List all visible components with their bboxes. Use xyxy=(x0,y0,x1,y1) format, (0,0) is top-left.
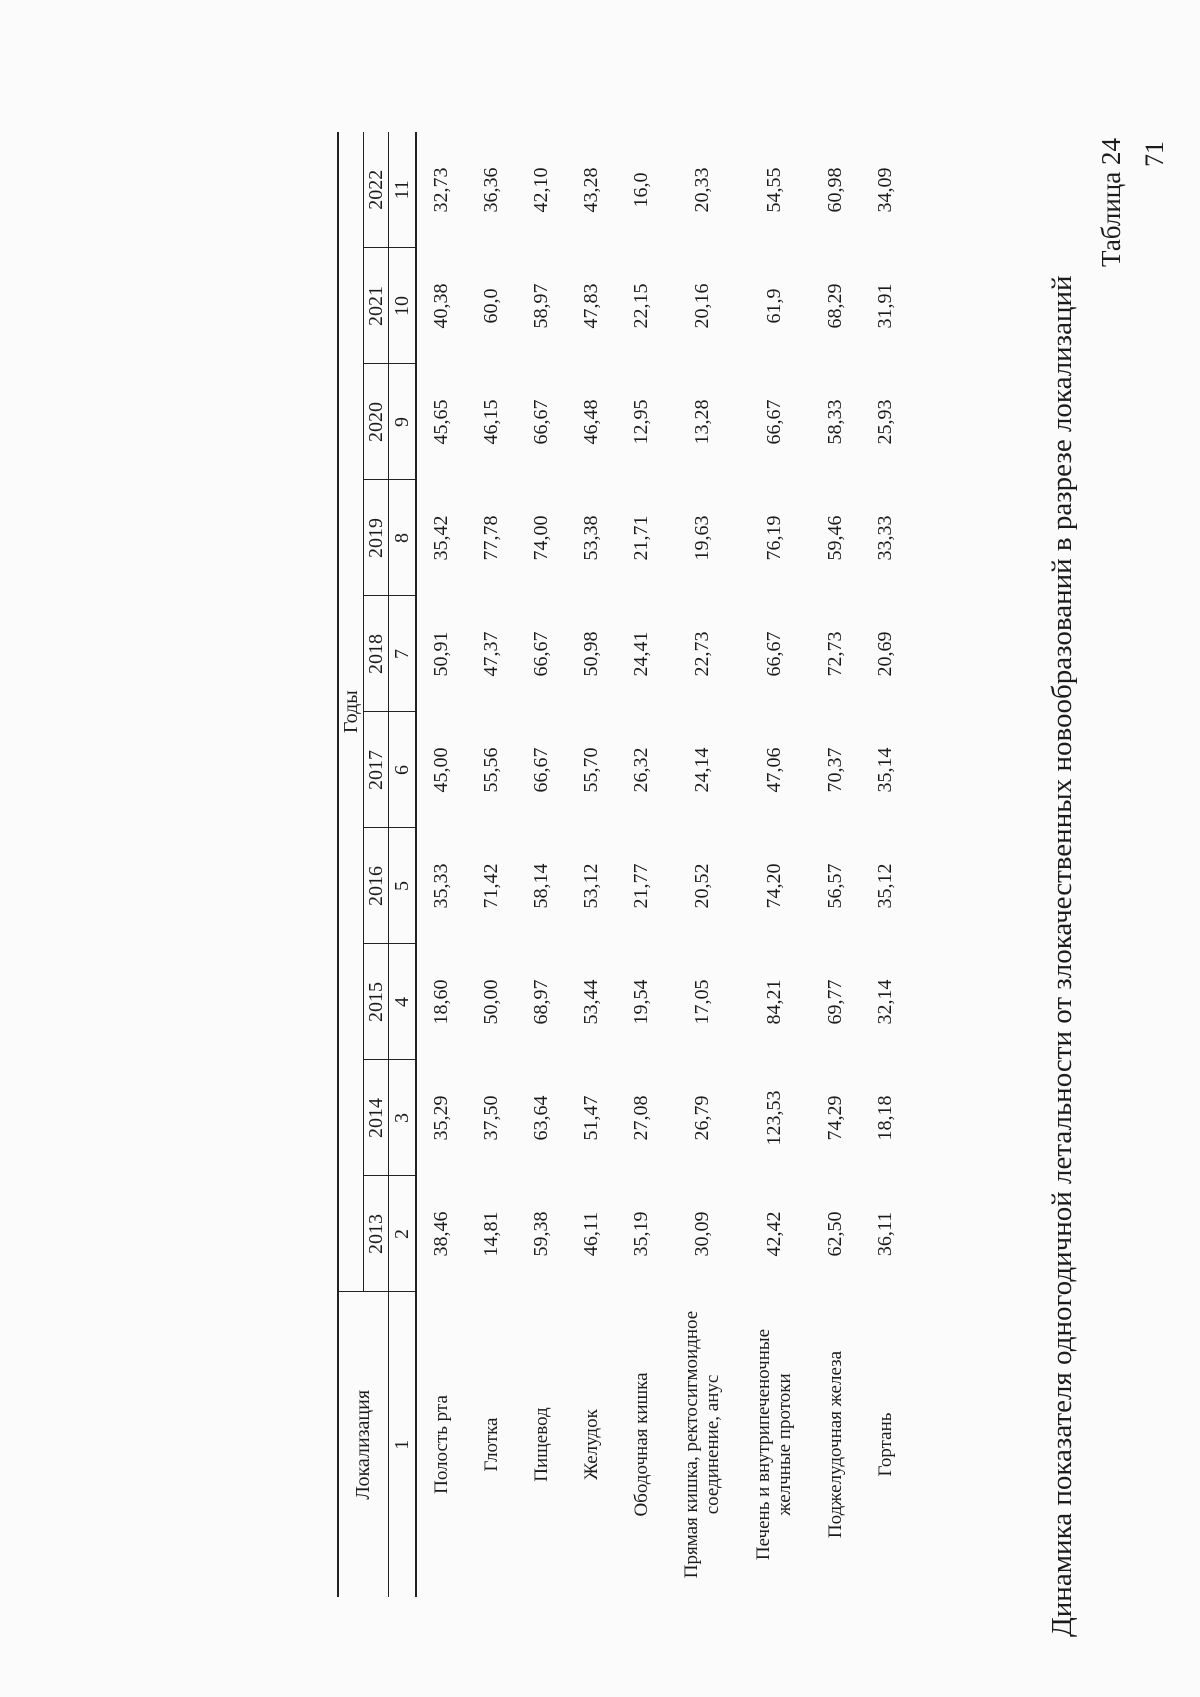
value-cell: 32,73 xyxy=(430,167,452,213)
value-cell: 21,71 xyxy=(629,515,652,561)
year-header: 2013 xyxy=(364,1176,389,1292)
table-label: Таблица 24 xyxy=(1096,138,1126,267)
value-cell: 18,60 xyxy=(430,979,452,1025)
value-cell: 31,91 xyxy=(873,283,896,329)
value-cell: 37,50 xyxy=(479,1095,502,1141)
value-cell: 69,77 xyxy=(823,979,846,1025)
year-header: 2016 xyxy=(364,828,389,944)
value-cell: 66,67 xyxy=(529,631,552,677)
value-cell: 59,46 xyxy=(823,515,846,561)
value-cell: 50,91 xyxy=(430,631,452,677)
column-number: 8 xyxy=(389,480,417,596)
column-number: 7 xyxy=(389,596,417,712)
year-header: 2014 xyxy=(364,1060,389,1176)
years-group-header: Годы xyxy=(338,132,364,1292)
value-cell: 60,0 xyxy=(479,288,502,324)
page-number: 71 xyxy=(1140,141,1169,167)
localization-cell: Поджелудочная железа xyxy=(824,1350,846,1539)
value-cell: 63,64 xyxy=(529,1095,552,1141)
table-row xyxy=(616,132,666,1597)
value-cell: 35,14 xyxy=(873,747,896,793)
year-header: 2021 xyxy=(364,248,389,364)
value-cell: 22,15 xyxy=(629,283,652,329)
value-cell: 21,77 xyxy=(629,863,652,909)
value-cell: 30,09 xyxy=(690,1211,713,1257)
value-cell: 76,19 xyxy=(762,515,785,561)
table-row xyxy=(810,132,860,1597)
value-cell: 62,50 xyxy=(823,1211,846,1257)
year-header: 2019 xyxy=(364,480,389,596)
year-header: 2018 xyxy=(364,596,389,712)
localization-header: Локализация xyxy=(338,1292,389,1597)
data-table-wrapper xyxy=(337,132,896,1597)
localization-cell: Гортань xyxy=(874,1412,896,1477)
value-cell: 53,44 xyxy=(579,979,602,1025)
value-cell: 34,09 xyxy=(873,167,896,213)
value-cell: 58,97 xyxy=(529,283,552,329)
value-cell: 35,29 xyxy=(430,1095,452,1141)
value-cell: 59,38 xyxy=(529,1211,552,1257)
year-header: 2022 xyxy=(364,132,389,248)
localization-cell: Глотка xyxy=(480,1417,502,1472)
value-cell: 35,12 xyxy=(873,863,896,909)
value-cell: 19,63 xyxy=(690,515,713,561)
value-cell: 61,9 xyxy=(762,288,785,324)
value-cell: 45,65 xyxy=(430,399,452,445)
column-number: 10 xyxy=(389,248,417,364)
value-cell: 54,55 xyxy=(762,167,785,213)
table-row xyxy=(860,132,910,1597)
value-cell: 71,42 xyxy=(479,863,502,909)
column-number: 11 xyxy=(389,132,417,248)
column-number: 3 xyxy=(389,1060,417,1176)
year-header: 2015 xyxy=(364,944,389,1060)
value-cell: 84,21 xyxy=(762,979,785,1025)
value-cell: 66,67 xyxy=(529,747,552,793)
value-cell: 27,08 xyxy=(629,1095,652,1141)
column-number: 1 xyxy=(389,1292,417,1597)
value-cell: 20,69 xyxy=(873,631,896,677)
data-table xyxy=(337,132,910,1597)
table-row xyxy=(738,132,810,1597)
value-cell: 66,67 xyxy=(762,399,785,445)
value-cell: 46,11 xyxy=(579,1211,602,1257)
value-cell: 14,81 xyxy=(479,1211,502,1257)
value-cell: 55,56 xyxy=(479,747,502,793)
table-row xyxy=(666,132,738,1597)
value-cell: 36,36 xyxy=(479,167,502,213)
value-cell: 46,15 xyxy=(479,399,502,445)
value-cell: 68,97 xyxy=(529,979,552,1025)
value-cell: 46,48 xyxy=(579,399,602,445)
value-cell: 74,00 xyxy=(529,515,552,561)
column-number: 2 xyxy=(389,1176,417,1292)
value-cell: 50,00 xyxy=(479,979,502,1025)
column-number: 4 xyxy=(389,944,417,1060)
value-cell: 22,73 xyxy=(690,631,713,677)
value-cell: 77,78 xyxy=(479,515,502,561)
value-cell: 24,41 xyxy=(629,631,652,677)
column-number-row xyxy=(389,132,417,1597)
value-cell: 12,95 xyxy=(629,399,652,445)
year-header: 2017 xyxy=(364,712,389,828)
value-cell: 55,70 xyxy=(579,747,602,793)
column-number: 6 xyxy=(389,712,417,828)
localization-cell: Прямая кишка, ректосигмоидное соединение, анус xyxy=(681,1310,723,1579)
value-cell: 56,57 xyxy=(823,863,846,909)
value-cell: 43,28 xyxy=(579,167,602,213)
value-cell: 20,52 xyxy=(690,863,713,909)
value-cell: 17,05 xyxy=(690,979,713,1025)
value-cell: 18,18 xyxy=(873,1095,896,1141)
value-cell: 24,14 xyxy=(690,747,713,793)
value-cell: 13,28 xyxy=(690,399,713,445)
table-row xyxy=(516,132,566,1597)
table-body xyxy=(416,132,910,1597)
year-header: 2020 xyxy=(364,364,389,480)
value-cell: 47,06 xyxy=(762,747,785,793)
value-cell: 40,38 xyxy=(430,283,452,329)
value-cell: 42,42 xyxy=(762,1211,785,1257)
value-cell: 66,67 xyxy=(529,399,552,445)
value-cell: 58,14 xyxy=(529,863,552,909)
value-cell: 20,33 xyxy=(690,167,713,213)
value-cell: 123,53 xyxy=(762,1090,785,1146)
value-cell: 66,67 xyxy=(762,631,785,677)
value-cell: 74,20 xyxy=(762,863,785,909)
column-number: 9 xyxy=(389,364,417,480)
localization-cell: Желудок xyxy=(580,1409,602,1480)
value-cell: 20,16 xyxy=(690,283,713,329)
value-cell: 19,54 xyxy=(629,979,652,1025)
value-cell: 42,10 xyxy=(529,167,552,213)
value-cell: 68,29 xyxy=(823,283,846,329)
value-cell: 16,0 xyxy=(629,172,652,208)
value-cell: 35,19 xyxy=(629,1211,652,1257)
table-row xyxy=(566,132,616,1597)
value-cell: 36,11 xyxy=(873,1211,896,1257)
value-cell: 51,47 xyxy=(579,1095,602,1141)
value-cell: 35,42 xyxy=(430,515,452,561)
table-title: Динамика показателя одногодичной летальности от злокачественных новообразований в разрезе локализаций xyxy=(1046,275,1078,1637)
value-cell: 26,79 xyxy=(690,1095,713,1141)
value-cell: 70,37 xyxy=(823,747,846,793)
table-row xyxy=(466,132,516,1597)
value-cell: 45,00 xyxy=(430,747,452,793)
value-cell: 58,33 xyxy=(823,399,846,445)
table-row xyxy=(416,132,466,1597)
value-cell: 53,12 xyxy=(579,863,602,909)
value-cell: 25,93 xyxy=(873,399,896,445)
value-cell: 72,73 xyxy=(823,631,846,677)
value-cell: 38,46 xyxy=(430,1211,452,1257)
localization-cell: Ободочная кишка xyxy=(630,1372,652,1517)
localization-cell: Печень и внутрипеченочные желчные протоки xyxy=(753,1328,795,1561)
value-cell: 32,14 xyxy=(873,979,896,1025)
value-cell: 33,33 xyxy=(873,515,896,561)
value-cell: 50,98 xyxy=(579,631,602,677)
value-cell: 60,98 xyxy=(823,167,846,213)
localization-cell: Пищевод xyxy=(530,1407,552,1482)
value-cell: 47,37 xyxy=(479,631,502,677)
value-cell: 26,32 xyxy=(629,747,652,793)
column-number: 5 xyxy=(389,828,417,944)
localization-cell: Полость рта xyxy=(431,1395,452,1494)
value-cell: 35,33 xyxy=(430,863,452,909)
value-cell: 47,83 xyxy=(579,283,602,329)
value-cell: 74,29 xyxy=(823,1095,846,1141)
value-cell: 53,38 xyxy=(579,515,602,561)
